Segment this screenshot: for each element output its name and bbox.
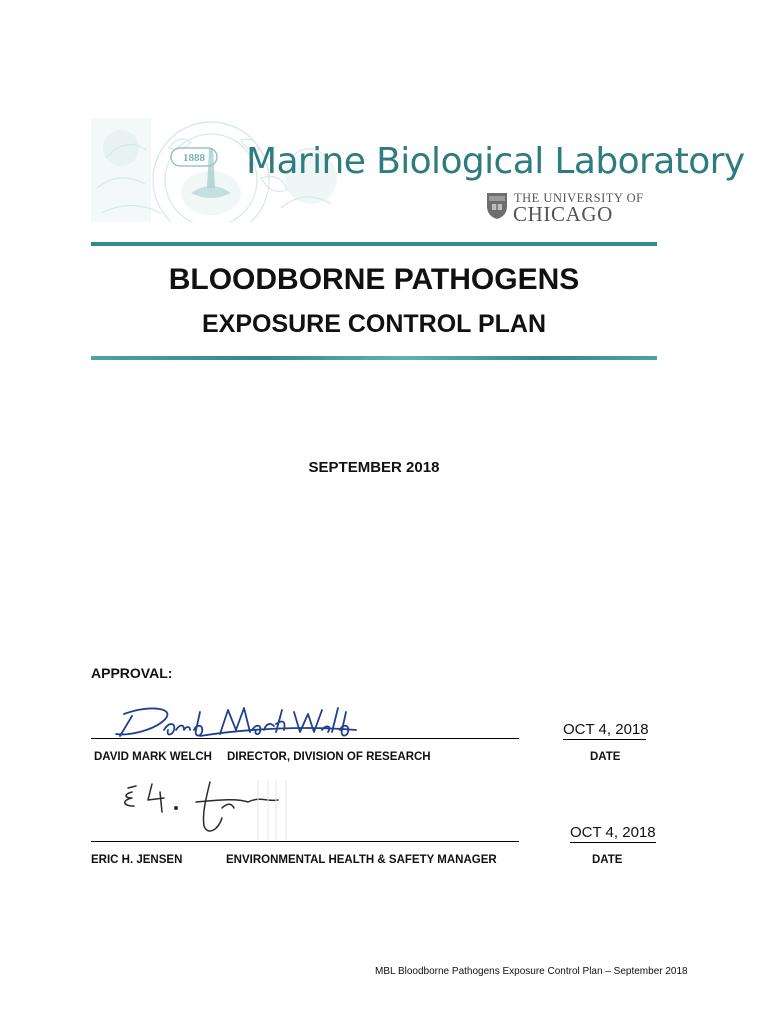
affiliation-line2: CHICAGO (513, 202, 613, 226)
date-label: DATE (590, 751, 621, 763)
signature-david-mark-welch (110, 700, 360, 748)
signature-date: OCT 4, 2018 (570, 824, 656, 841)
signatory-name: DAVID MARK WELCH (94, 751, 212, 763)
document-title: BLOODBORNE PATHOGENS (168, 263, 580, 296)
signatory-name: ERIC H. JENSEN (91, 854, 183, 866)
signature-eric-h-jensen (118, 778, 298, 842)
university-shield-icon (486, 192, 508, 220)
date-label: DATE (592, 854, 623, 866)
date-underline (563, 739, 646, 740)
signatory-title: DIRECTOR, DIVISION OF RESEARCH (227, 751, 431, 763)
title-rule-top (91, 242, 657, 246)
page-footer: MBL Bloodborne Pathogens Exposure Control Plan – September 2018 (375, 966, 688, 977)
date-underline (570, 842, 656, 843)
signatory-title: ENVIRONMENTAL HEALTH & SAFETY MANAGER (226, 854, 497, 866)
signature-line (91, 841, 519, 842)
signature-line (91, 738, 519, 739)
document-subtitle: EXPOSURE CONTROL PLAN (201, 310, 547, 338)
title-rule-bottom (91, 356, 657, 360)
signature-date: OCT 4, 2018 (563, 721, 649, 738)
org-name: Marine Biological Laboratory (246, 141, 745, 182)
affiliation-line1: THE UNIVERSITY OF (514, 191, 644, 205)
emblem-year: 1888 (183, 152, 205, 164)
approval-label: APPROVAL: (91, 665, 173, 681)
document-date: SEPTEMBER 2018 (308, 459, 440, 476)
